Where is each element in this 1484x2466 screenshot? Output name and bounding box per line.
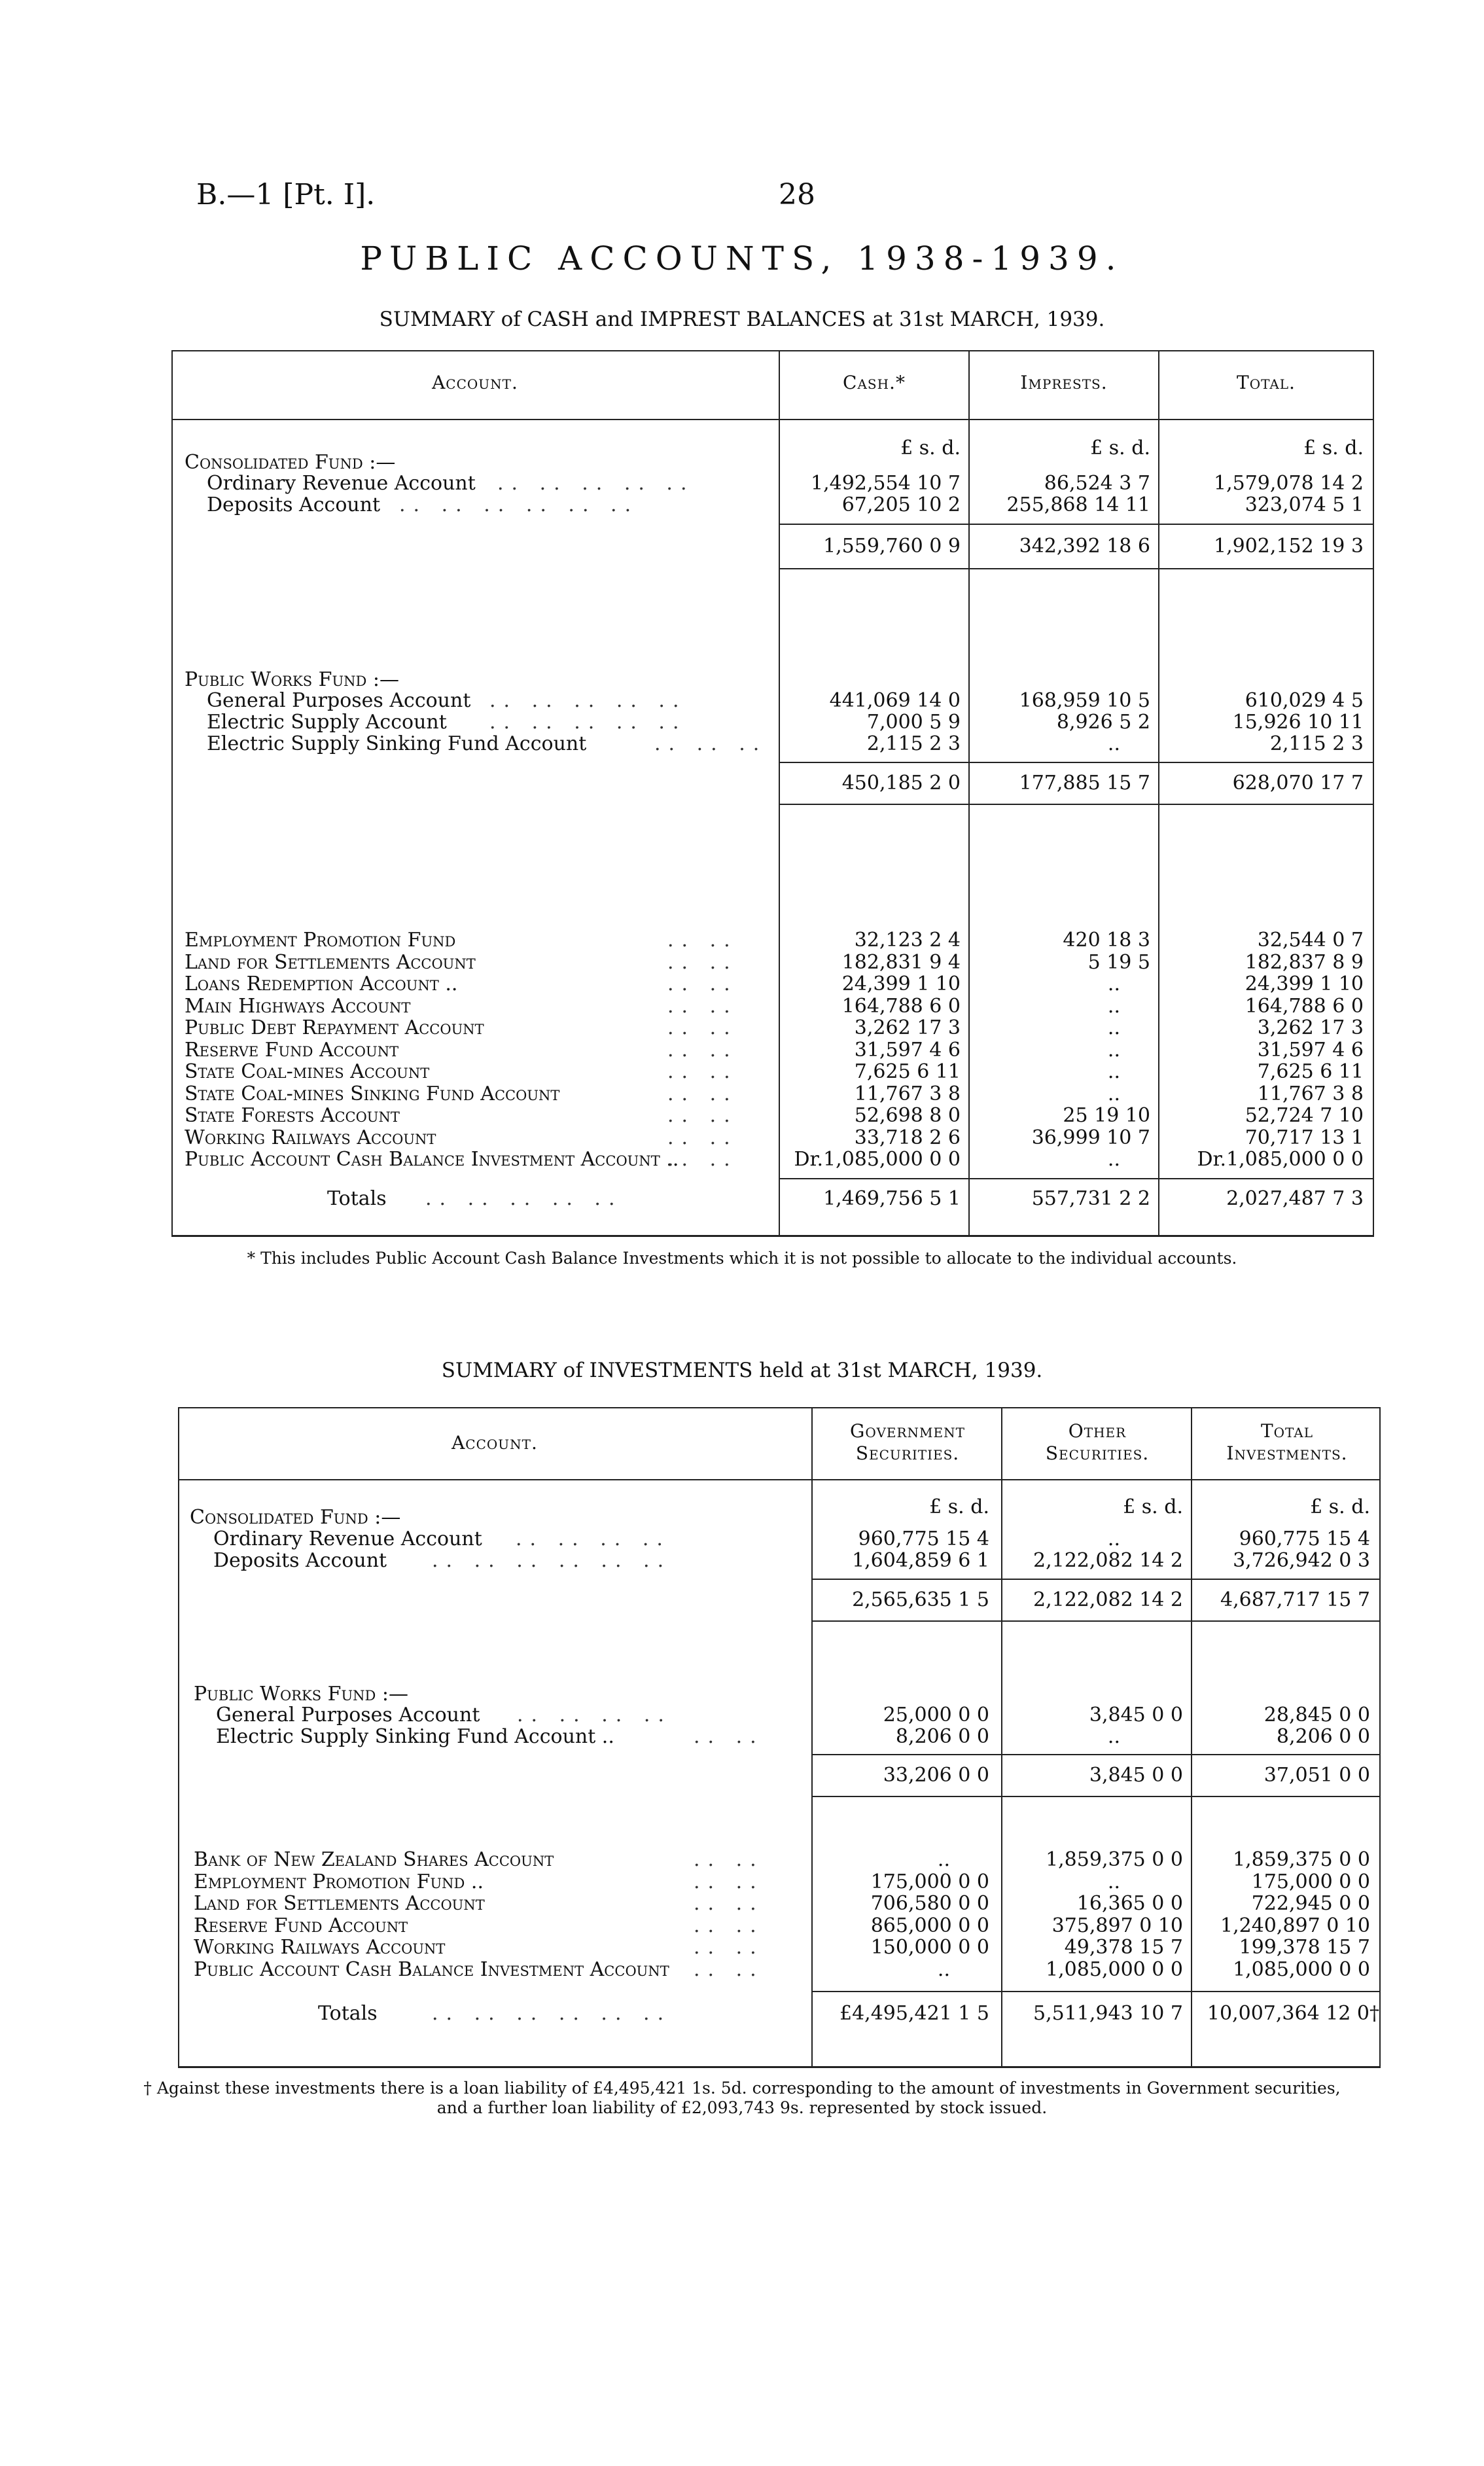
cell-government: ..: [937, 1848, 950, 1871]
leader-dots: .. .. .. .. .. ..: [432, 1549, 672, 1572]
cash-header-rule: [171, 419, 1374, 420]
subtotal-rule: [780, 524, 1373, 525]
totals-label: Totals: [318, 2002, 378, 2025]
row-label: State Coal-mines Sinking Fund Account: [185, 1082, 560, 1105]
cell-total: 24,399 1 10: [1245, 973, 1364, 995]
cell-imprests: 420 18 3: [1063, 929, 1150, 952]
row-label: Employment Promotion Fund ..: [194, 1870, 484, 1893]
subtotal-rule: [780, 762, 1373, 763]
cell-other: ..: [1107, 1725, 1120, 1748]
cell-total: 164,788 6 0: [1245, 994, 1364, 1018]
cell-total: 31,597 4 6: [1257, 1038, 1364, 1062]
cash-units-total: £ s. d.: [1303, 437, 1364, 459]
cell-total: 182,837 8 9: [1245, 950, 1364, 974]
cash-col-account: Account.: [432, 372, 518, 393]
leader-dots: .. ..: [667, 1060, 738, 1083]
cell-total: 52,724 7 10: [1245, 1104, 1364, 1127]
leader-dots: .. ..: [694, 1848, 764, 1871]
cash-col-imprests: Imprests.: [1020, 372, 1108, 393]
row-label: Loans Redemption Account ..: [185, 973, 458, 995]
leader-dots: .. ..: [694, 1870, 764, 1893]
cell-imprests: 5 19 5: [1087, 950, 1150, 974]
cell-total: 175,000 0 0: [1251, 1870, 1370, 1893]
investments-footnote-line2: and a further loan liability of £2,093,743 9s. represented by stock issued.: [436, 2098, 1048, 2117]
cell-total: 1,579,078 14 2: [1213, 472, 1364, 495]
cell-total: 2,115 2 3: [1269, 732, 1364, 755]
totals-rule: [780, 1178, 1373, 1179]
table-row: [0, 973, 1484, 995]
cell-imprests: ..: [1107, 973, 1120, 995]
table-row: [0, 1149, 1484, 1170]
cell-total: 1,085,000 0 0: [1233, 1957, 1370, 1981]
cell-imprests: 86,524 3 7: [1044, 472, 1150, 495]
cell-total: 1,240,897 0 10: [1220, 1914, 1370, 1937]
row-label: Reserve Fund Account: [194, 1914, 408, 1937]
leader-dots: .. .. .. ..: [517, 1704, 672, 1726]
cell-total: 3,262 17 3: [1257, 1016, 1364, 1039]
table-row: [0, 995, 1484, 1017]
cell-cash: 7,000 5 9: [866, 711, 961, 734]
row-label: Ordinary Revenue Account: [213, 1528, 482, 1550]
cell-cash: 2,115 2 3: [866, 732, 961, 755]
cell-total: 323,074 5 1: [1245, 493, 1364, 516]
cell-imprests: 36,999 10 7: [1031, 1126, 1150, 1149]
cell-other: 49,378 15 7: [1064, 1936, 1183, 1959]
inv-col-total: Total Investments.: [1226, 1420, 1348, 1464]
cell-cash: 441,069 14 0: [829, 689, 961, 712]
cell-imprests: 8,926 5 2: [1056, 711, 1150, 734]
cell-cash: 67,205 10 2: [841, 493, 961, 516]
totals-total: 2,027,487 7 3: [1226, 1187, 1364, 1210]
table-row: [0, 929, 1484, 951]
inv-col-other: Other Securities.: [1045, 1420, 1150, 1464]
row-label: Bank of New Zealand Shares Account: [194, 1848, 554, 1871]
leader-dots: .. ..: [667, 1148, 738, 1171]
subtotal-total: 4,687,717 15 7: [1220, 1588, 1370, 1611]
table-row: [0, 1105, 1484, 1126]
subtotal-total: 1,902,152 19 3: [1213, 535, 1364, 558]
investments-summary-title: SUMMARY of INVESTMENTS held at 31st MARCH, 1939.: [441, 1359, 1043, 1382]
inv-col-government: Government Securities.: [850, 1420, 965, 1464]
table-row: [0, 1083, 1484, 1105]
leader-dots: .. ..: [667, 1126, 738, 1149]
leader-dots: .. ..: [694, 1725, 764, 1748]
cash-col-total: Total.: [1237, 372, 1296, 393]
table-row: [0, 1550, 1484, 1571]
cell-cash: 3,262 17 3: [854, 1016, 961, 1039]
row-label: Working Railways Account: [185, 1126, 436, 1149]
cell-cash: 1,492,554 10 7: [810, 472, 961, 495]
totals-row: [0, 2003, 1484, 2024]
totals-government: £4,495,421 1 5: [839, 2002, 989, 2025]
cell-government: 8,206 0 0: [895, 1725, 989, 1748]
cell-government: 706,580 0 0: [870, 1892, 989, 1915]
leader-dots: .. .. .. .. .. ..: [432, 2002, 672, 2025]
totals-other: 5,511,943 10 7: [1033, 2002, 1183, 2025]
subtotal-imprests: 342,392 18 6: [1019, 535, 1150, 558]
table-row: [0, 1039, 1484, 1061]
investments-footnote-line1: † Against these investments there is a loan liability of £4,495,421 1s. 5d. corresponding to the amount of investments in Government securities,: [143, 2079, 1341, 2098]
row-label: Deposits Account: [207, 493, 381, 516]
totals-label: Totals: [327, 1187, 387, 1210]
leader-dots: .. .. .. .. ..: [425, 1187, 623, 1210]
cell-other: 3,845 0 0: [1089, 1704, 1183, 1726]
subtotal-other: 3,845 0 0: [1089, 1764, 1183, 1787]
cell-total: 8,206 0 0: [1276, 1725, 1370, 1748]
row-label: Electric Supply Account: [207, 711, 447, 734]
subtotal-rule: [813, 1620, 1379, 1622]
leader-dots: .. ..: [667, 994, 738, 1018]
subtotal-cash: 450,185 2 0: [841, 772, 961, 795]
table-row: [0, 1959, 1484, 1980]
cell-cash: 11,767 3 8: [854, 1082, 961, 1105]
cell-government: 1,604,859 6 1: [852, 1549, 989, 1572]
cell-total: 960,775 15 4: [1239, 1528, 1370, 1550]
cell-cash: Dr.1,085,000 0 0: [794, 1148, 961, 1171]
subtotal-cash: 1,559,760 0 9: [823, 535, 961, 558]
cell-other: 16,365 0 0: [1076, 1892, 1183, 1915]
cash-footnote: * This includes Public Account Cash Balance Investments which it is not possible to allocate to the individual accounts.: [247, 1249, 1237, 1268]
cash-summary-title: SUMMARY of CASH and IMPREST BALANCES at 31st MARCH, 1939.: [379, 308, 1105, 331]
cell-total: 28,845 0 0: [1263, 1704, 1370, 1726]
row-label: Public Debt Repayment Account: [185, 1016, 484, 1039]
cell-government: 865,000 0 0: [870, 1914, 989, 1937]
table-row: [0, 1061, 1484, 1082]
subtotal-other: 2,122,082 14 2: [1033, 1588, 1183, 1611]
row-label: Public Account Cash Balance Investment Account ..: [185, 1148, 679, 1171]
totals-cash: 1,469,756 5 1: [823, 1187, 961, 1210]
subtotal-imprests: 177,885 15 7: [1019, 772, 1150, 795]
table-row: [0, 1937, 1484, 1958]
leader-dots: .. ..: [667, 973, 738, 995]
cell-government: ..: [937, 1957, 950, 1981]
cell-cash: 24,399 1 10: [841, 973, 961, 995]
table-row: [0, 473, 1484, 494]
leader-dots: .. .. .. .. ..: [497, 472, 695, 495]
leader-dots: .. ..: [667, 1016, 738, 1039]
cell-other: 1,085,000 0 0: [1046, 1957, 1183, 1981]
table-row: [0, 1849, 1484, 1870]
cell-imprests: ..: [1107, 1016, 1120, 1039]
cell-imprests: ..: [1107, 994, 1120, 1018]
cell-other: 375,897 0 10: [1051, 1914, 1183, 1937]
subtotal-total: 628,070 17 7: [1232, 772, 1364, 795]
cell-imprests: ..: [1107, 1148, 1120, 1171]
table-row: [0, 1528, 1484, 1550]
subtotal-rule: [780, 568, 1373, 569]
table-row: [0, 1893, 1484, 1914]
table-row: [0, 690, 1484, 711]
cell-government: 25,000 0 0: [883, 1704, 989, 1726]
row-label: Electric Supply Sinking Fund Account ..: [216, 1725, 614, 1748]
cell-total: 11,767 3 8: [1257, 1082, 1364, 1105]
subtotal-row: [0, 1764, 1484, 1786]
inv-header-rule: [178, 1479, 1381, 1480]
leader-dots: .. .. .. .. .. ..: [399, 493, 639, 516]
cell-government: 960,775 15 4: [858, 1528, 989, 1550]
cell-total: 70,717 13 1: [1245, 1126, 1364, 1149]
subtotal-rule: [780, 804, 1373, 805]
cell-total: 722,945 0 0: [1251, 1892, 1370, 1915]
cell-government: 175,000 0 0: [870, 1870, 989, 1893]
cell-cash: 7,625 6 11: [854, 1060, 961, 1083]
leader-dots: .. ..: [667, 1082, 738, 1105]
subtotal-row: [0, 535, 1484, 557]
row-label: Deposits Account: [213, 1549, 387, 1572]
cell-imprests: ..: [1107, 732, 1120, 755]
row-label: Electric Supply Sinking Fund Account: [207, 732, 587, 755]
cell-total: 199,378 15 7: [1239, 1936, 1370, 1959]
row-label: State Forests Account: [185, 1104, 400, 1127]
row-label: Land for Settlements Account: [185, 950, 476, 974]
cell-total: 610,029 4 5: [1245, 689, 1364, 712]
cell-imprests: ..: [1107, 1038, 1120, 1062]
leader-dots: .. ..: [694, 1892, 764, 1915]
cell-total: 3,726,942 0 3: [1233, 1549, 1370, 1572]
leader-dots: .. ..: [694, 1936, 764, 1959]
leader-dots: .. ..: [667, 1038, 738, 1062]
cash-consolidated-heading: Consolidated Fund :—: [185, 451, 396, 474]
subtotal-government: 2,565,635 1 5: [852, 1588, 989, 1611]
cell-cash: 31,597 4 6: [854, 1038, 961, 1062]
row-label: General Purposes Account: [207, 689, 471, 712]
row-label: Employment Promotion Fund: [185, 929, 456, 952]
leader-dots: .. .. .. ..: [516, 1528, 671, 1550]
cash-units-imprests: £ s. d.: [1090, 437, 1150, 459]
table-row: [0, 1127, 1484, 1149]
table-row: [0, 1871, 1484, 1893]
document-reference: B.—1 [Pt. I].: [196, 178, 376, 211]
cell-imprests: 255,868 14 11: [1006, 493, 1150, 516]
cell-government: 150,000 0 0: [870, 1936, 989, 1959]
cell-imprests: 168,959 10 5: [1019, 689, 1150, 712]
table-row: [0, 1704, 1484, 1726]
cell-other: ..: [1107, 1528, 1120, 1550]
cell-imprests: ..: [1107, 1060, 1120, 1083]
leader-dots: .. .. .. .. ..: [489, 689, 687, 712]
cell-total: 32,544 0 7: [1257, 929, 1364, 952]
cell-cash: 33,718 2 6: [854, 1126, 961, 1149]
inv-units-government: £ s. d.: [929, 1495, 989, 1518]
subtotal-government: 33,206 0 0: [883, 1764, 989, 1787]
row-label: Main Highways Account: [185, 994, 411, 1018]
leader-dots: .. .. ..: [654, 732, 768, 755]
cell-other: 2,122,082 14 2: [1033, 1549, 1183, 1572]
cell-total: Dr.1,085,000 0 0: [1197, 1148, 1364, 1171]
leader-dots: .. ..: [694, 1957, 764, 1981]
cell-total: 1,859,375 0 0: [1233, 1848, 1370, 1871]
cell-total: 7,625 6 11: [1257, 1060, 1364, 1083]
cell-imprests: ..: [1107, 1082, 1120, 1105]
subtotal-total: 37,051 0 0: [1263, 1764, 1370, 1787]
page-number: 28: [779, 178, 815, 211]
cell-other: 1,859,375 0 0: [1046, 1848, 1183, 1871]
table-row: [0, 1915, 1484, 1937]
totals-row: [0, 1188, 1484, 1209]
page-title: PUBLIC ACCOUNTS, 1938-1939.: [360, 240, 1124, 277]
table-row: [0, 711, 1484, 733]
inv-units-total: £ s. d.: [1310, 1495, 1370, 1518]
subtotal-rule: [813, 1579, 1379, 1580]
leader-dots: .. .. .. .. ..: [489, 711, 687, 734]
row-label: Working Railways Account: [194, 1936, 446, 1959]
subtotal-rule: [813, 1796, 1379, 1797]
row-label: Land for Settlements Account: [194, 1892, 485, 1915]
inv-col-account: Account.: [451, 1432, 538, 1454]
cell-other: ..: [1107, 1870, 1120, 1893]
inv-consolidated-heading: Consolidated Fund :—: [190, 1506, 401, 1529]
row-label: Public Account Cash Balance Investment Account: [194, 1957, 669, 1981]
table-row: [0, 494, 1484, 516]
cell-cash: 32,123 2 4: [854, 929, 961, 952]
cell-imprests: 25 19 10: [1063, 1104, 1150, 1127]
table-row: [0, 952, 1484, 973]
totals-imprests: 557,731 2 2: [1031, 1187, 1150, 1210]
table-row: [0, 1726, 1484, 1747]
leader-dots: .. ..: [667, 950, 738, 974]
row-label: Ordinary Revenue Account: [207, 472, 476, 495]
table-row: [0, 1017, 1484, 1039]
cell-cash: 182,831 9 4: [841, 950, 961, 974]
cash-col-cash: Cash.*: [843, 372, 906, 393]
row-label: Reserve Fund Account: [185, 1038, 399, 1062]
totals-total: 10,007,364 12 0†: [1207, 2002, 1379, 2025]
row-label: General Purposes Account: [216, 1704, 480, 1726]
cash-public-works-heading: Public Works Fund :—: [185, 668, 400, 691]
leader-dots: .. ..: [667, 929, 738, 952]
inv-public-works-heading: Public Works Fund :—: [194, 1683, 409, 1706]
leader-dots: .. ..: [694, 1914, 764, 1937]
subtotal-row: [0, 772, 1484, 794]
leader-dots: .. ..: [667, 1104, 738, 1127]
cash-units-cash: £ s. d.: [900, 437, 961, 459]
cell-cash: 164,788 6 0: [841, 994, 961, 1018]
inv-units-other: £ s. d.: [1123, 1495, 1183, 1518]
cell-total: 15,926 10 11: [1232, 711, 1364, 734]
subtotal-row: [0, 1589, 1484, 1611]
totals-rule: [813, 1991, 1379, 1992]
cell-cash: 52,698 8 0: [854, 1104, 961, 1127]
table-row: [0, 733, 1484, 755]
subtotal-rule: [813, 1754, 1379, 1755]
row-label: State Coal-mines Account: [185, 1060, 430, 1083]
